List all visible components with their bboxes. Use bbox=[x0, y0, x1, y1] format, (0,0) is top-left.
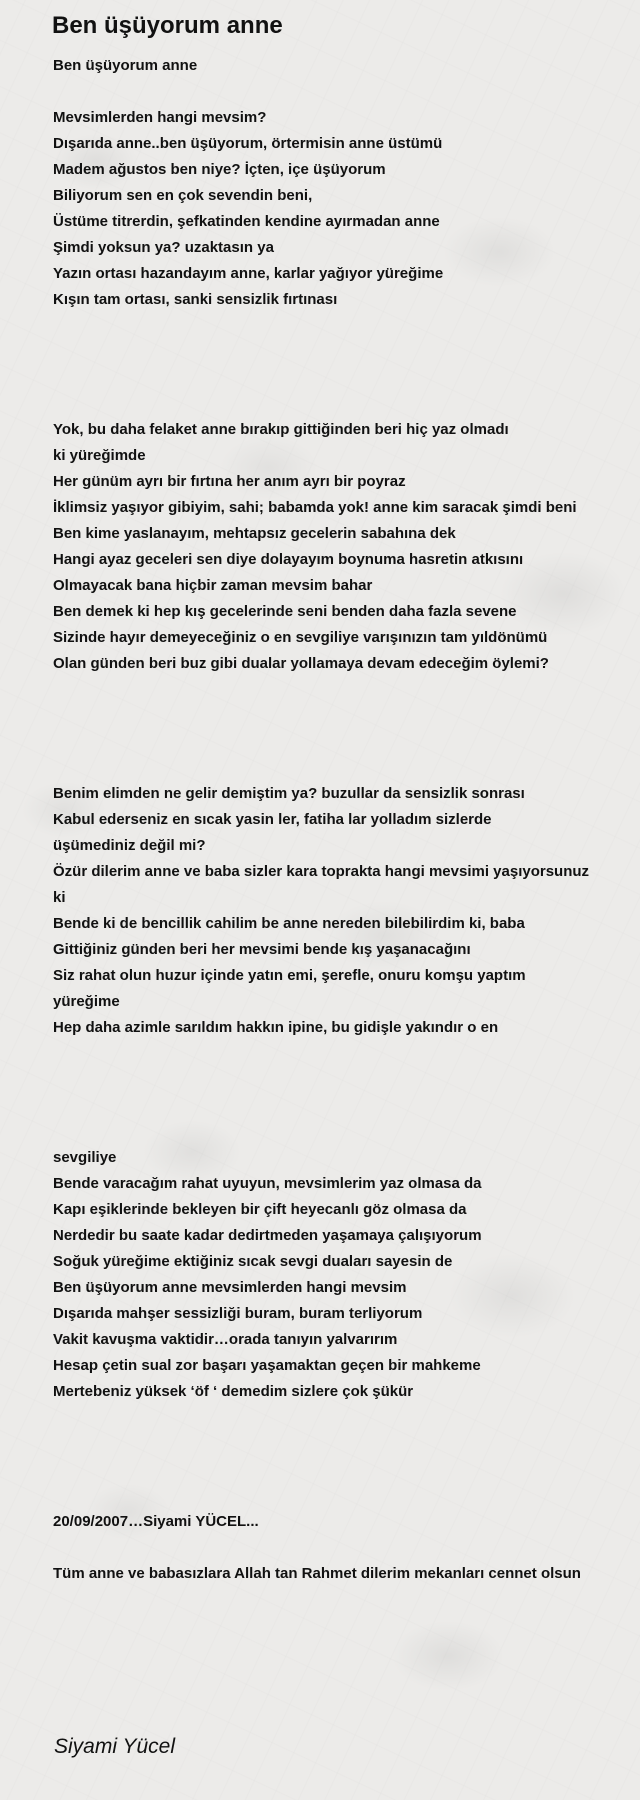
author-name: Siyami Yücel bbox=[54, 1735, 175, 1758]
poem-line: Özür dilerim anne ve baba sizler kara toprakta hangi mevsimi yaşıyorsunuz bbox=[53, 863, 590, 880]
poem-signature: 20/09/2007…Siyami YÜCEL... bbox=[53, 1513, 259, 1530]
poem-line: Şimdi yoksun ya? uzaktasın ya bbox=[53, 239, 274, 256]
poem-line: Dışarıda anne..ben üşüyorum, örtermisin anne üstümü bbox=[53, 135, 443, 152]
poem-line: sevgiliye bbox=[53, 1149, 117, 1166]
poem-line: üşümediniz değil mi? bbox=[53, 837, 206, 854]
poem-dedication: Tüm anne ve babasızlara Allah tan Rahmet dilerim mekanları cennet olsun bbox=[53, 1565, 581, 1582]
poem-line: Üstüme titrerdin, şefkatinden kendine ayırmadan anne bbox=[53, 213, 440, 230]
stanza-gap bbox=[53, 313, 633, 417]
poem-line: Siz rahat olun huzur içinde yatın emi, şerefle, onuru komşu yaptım bbox=[53, 967, 526, 984]
poem-line: Soğuk yüreğime ektiğiniz sıcak sevgi duaları sayesin de bbox=[53, 1253, 453, 1270]
stanza-3 bbox=[53, 781, 633, 1041]
poem-line: Yok, bu daha felaket anne bırakıp gittiğinden beri hiç yaz olmadı bbox=[53, 421, 509, 438]
stanza-gap bbox=[53, 1041, 633, 1145]
poem-line: Nerdedir bu saate kadar dedirtmeden yaşamaya çalışıyorum bbox=[53, 1227, 482, 1244]
poem-line: Ben demek ki hep kış gecelerinde seni benden daha fazla sevene bbox=[53, 603, 517, 620]
poem-line: Kapı eşiklerinde bekleyen bir çift heyecanlı göz olmasa da bbox=[53, 1201, 467, 1218]
poem-line: Mevsimlerden hangi mevsim? bbox=[53, 109, 267, 126]
poem-line: ki bbox=[53, 889, 66, 906]
stanza-gap bbox=[53, 1405, 633, 1509]
poem-line: Vakit kavuşma vaktidir…orada tanıyın yalvarırım bbox=[53, 1331, 398, 1348]
poem-line: yüreğime bbox=[53, 993, 120, 1010]
poem-line: Kabul ederseniz en sıcak yasin ler, fatiha lar yolladım sizlerde bbox=[53, 811, 492, 828]
poem-line: Biliyorum sen en çok sevendin beni, bbox=[53, 187, 313, 204]
poem-body bbox=[53, 53, 633, 1587]
poem-line bbox=[53, 79, 633, 105]
poem-line: Dışarıda mahşer sessizliği buram, buram terliyorum bbox=[53, 1305, 423, 1322]
poem-line: Her günüm ayrı bir fırtına her anım ayrı bir poyraz bbox=[53, 473, 406, 490]
poem-line: Ben üşüyorum anne mevsimlerden hangi mevsim bbox=[53, 1279, 407, 1296]
poem-line: Olmayacak bana hiçbir zaman mevsim bahar bbox=[53, 577, 373, 594]
poem-title: Ben üşüyorum anne bbox=[52, 12, 283, 39]
poem-line: Hep daha azimle sarıldım hakkın ipine, bu gidişle yakındır o en bbox=[53, 1019, 499, 1036]
poem-line: Ben üşüyorum anne bbox=[53, 57, 198, 74]
poem-line: İklimsiz yaşıyor gibiyim, sahi; babamda yok! anne kim saracak şimdi beni bbox=[53, 499, 577, 516]
stanza-gap bbox=[53, 677, 633, 781]
poem-line: Hangi ayaz geceleri sen diye dolayayım boynuma hasretin atkısını bbox=[53, 551, 524, 568]
poem-line: Mertebeniz yüksek ‘öf ‘ demedim sizlere çok şükür bbox=[53, 1383, 414, 1400]
stanza-1 bbox=[53, 53, 633, 313]
poem-line: Sizinde hayır demeyeceğiniz o en sevgiliye varışınızın tam yıldönümü bbox=[53, 629, 548, 646]
poem-line: Kışın tam ortası, sanki sensizlik fırtınası bbox=[53, 291, 338, 308]
poem-line: Benim elimden ne gelir demiştim ya? buzullar da sensizlik sonrası bbox=[53, 785, 525, 802]
stanza-2 bbox=[53, 417, 633, 677]
poem-line: Gittiğiniz günden beri her mevsimi bende kış yaşanacağını bbox=[53, 941, 471, 958]
poem-line: Bende varacağım rahat uyuyun, mevsimlerim yaz olmasa da bbox=[53, 1175, 482, 1192]
poem-line: Madem ağustos ben niye? İçten, içe üşüyorum bbox=[53, 161, 386, 178]
stanza-4 bbox=[53, 1145, 633, 1405]
poem-line: Bende ki de bencillik cahilim be anne nereden bilebilirdim ki, baba bbox=[53, 915, 525, 932]
stanza-gap bbox=[53, 1535, 633, 1561]
poem-line: Ben kime yaslanayım, mehtapsız gecelerin sabahına dek bbox=[53, 525, 456, 542]
poem-line: Hesap çetin sual zor başarı yaşamaktan geçen bir mahkeme bbox=[53, 1357, 481, 1374]
poem-line: Yazın ortası hazandayım anne, karlar yağıyor yüreğime bbox=[53, 265, 444, 282]
poem-line: Olan günden beri buz gibi dualar yollamaya devam edeceğim öylemi? bbox=[53, 655, 549, 672]
poem-line: ki yüreğimde bbox=[53, 447, 146, 464]
